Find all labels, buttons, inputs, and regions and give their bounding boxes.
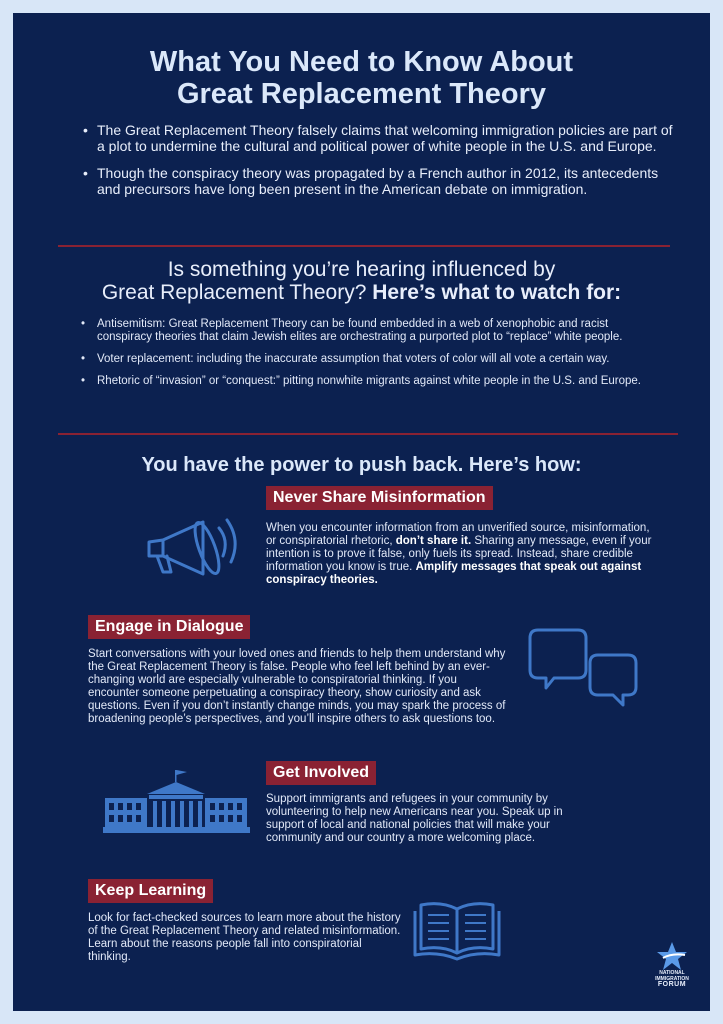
keep-learning-text: Look for fact-checked sources to learn more about the history of the Great Replacement Theory and related misinformation. Learn about the reasons people fall into conspiratorial thinking. [88, 912, 401, 963]
get-involved-title: Get Involved [266, 761, 376, 785]
watch-item: • Rhetoric of “invasion” or “conquest:” pitting nonwhite migrants against white people in the U.S. and Europe. [81, 375, 641, 388]
keep-learning-title: Keep Learning [88, 879, 213, 903]
watch-heading: Is something you’re hearing influenced by Great Replacement Theory? Here’s what to watch for: [101, 258, 622, 304]
title-line-1: What You Need to Know About [149, 46, 574, 78]
intro-point: • Though the conspiracy theory was propagated by a French author in 2012, its antecedents and precursors have long been present in the American debate on immigration. [83, 166, 683, 197]
intro-list [83, 123, 683, 209]
open-book-icon [411, 899, 503, 961]
speech-bubbles-icon [528, 625, 643, 707]
dialogue-text: Start conversations with your loved ones and friends to help them understand why the Great Replacement Theory is false. People who feel left behind by an ever-changing world are especially vulnerable to conspiratorial thinking. If you encounter someone perpetuating a conspiracy theory, show curiosity and ask questions. Even if you don’t instantly change minds, you may spark the process of broadening people’s perspectives, and you’ll inspire others to ask questions too. [88, 648, 506, 725]
watch-item: • Voter replacement: including the inaccurate assumption that voters of color will all vote a certain way. [81, 353, 641, 366]
infographic-panel [13, 13, 710, 1011]
logo-line-2: IMMIGRATION [655, 975, 689, 982]
never-share-title: Never Share Misinformation [266, 486, 493, 510]
get-involved-text: Support immigrants and refugees in your community by volunteering to help new Americans near you. Speak up in support of local and national policies that will make your community and our country a more welcoming place. [266, 793, 563, 844]
watch-list [81, 318, 641, 397]
white-house-icon [99, 768, 254, 838]
section-divider [58, 433, 678, 435]
organization-logo [650, 941, 694, 988]
section-divider [58, 245, 670, 247]
star-logo-icon [655, 941, 689, 971]
watch-item: • Antisemitism: Great Replacement Theory can be found embedded in a web of xenophobic and racist conspiracy theories that claim Jewish elites are orchestrating a purported plot to “replace” white people. [81, 318, 641, 344]
title-line-2: Great Replacement Theory [176, 78, 547, 110]
power-heading: You have the power to push back. Here’s how: [141, 454, 582, 476]
logo-line-1: NATIONAL [659, 970, 685, 976]
never-share-text: When you encounter information from an unverified source, misinformation, or conspiratorial rhetoric, don’t share it. Sharing any message, even if your intention is to prove it false, only fuels its spread. Instead, share credible information you know is true. Amplify messages that speak out against conspiracy theories. [266, 522, 652, 586]
intro-point: • The Great Replacement Theory falsely claims that welcoming immigration policies are part of a plot to undermine the cultural and political power of white people in the U.S. and Europe. [83, 123, 683, 154]
logo-line-3: FORUM [657, 981, 687, 988]
megaphone-icon [141, 498, 241, 578]
dialogue-title: Engage in Dialogue [88, 615, 250, 639]
page-title [13, 46, 710, 110]
